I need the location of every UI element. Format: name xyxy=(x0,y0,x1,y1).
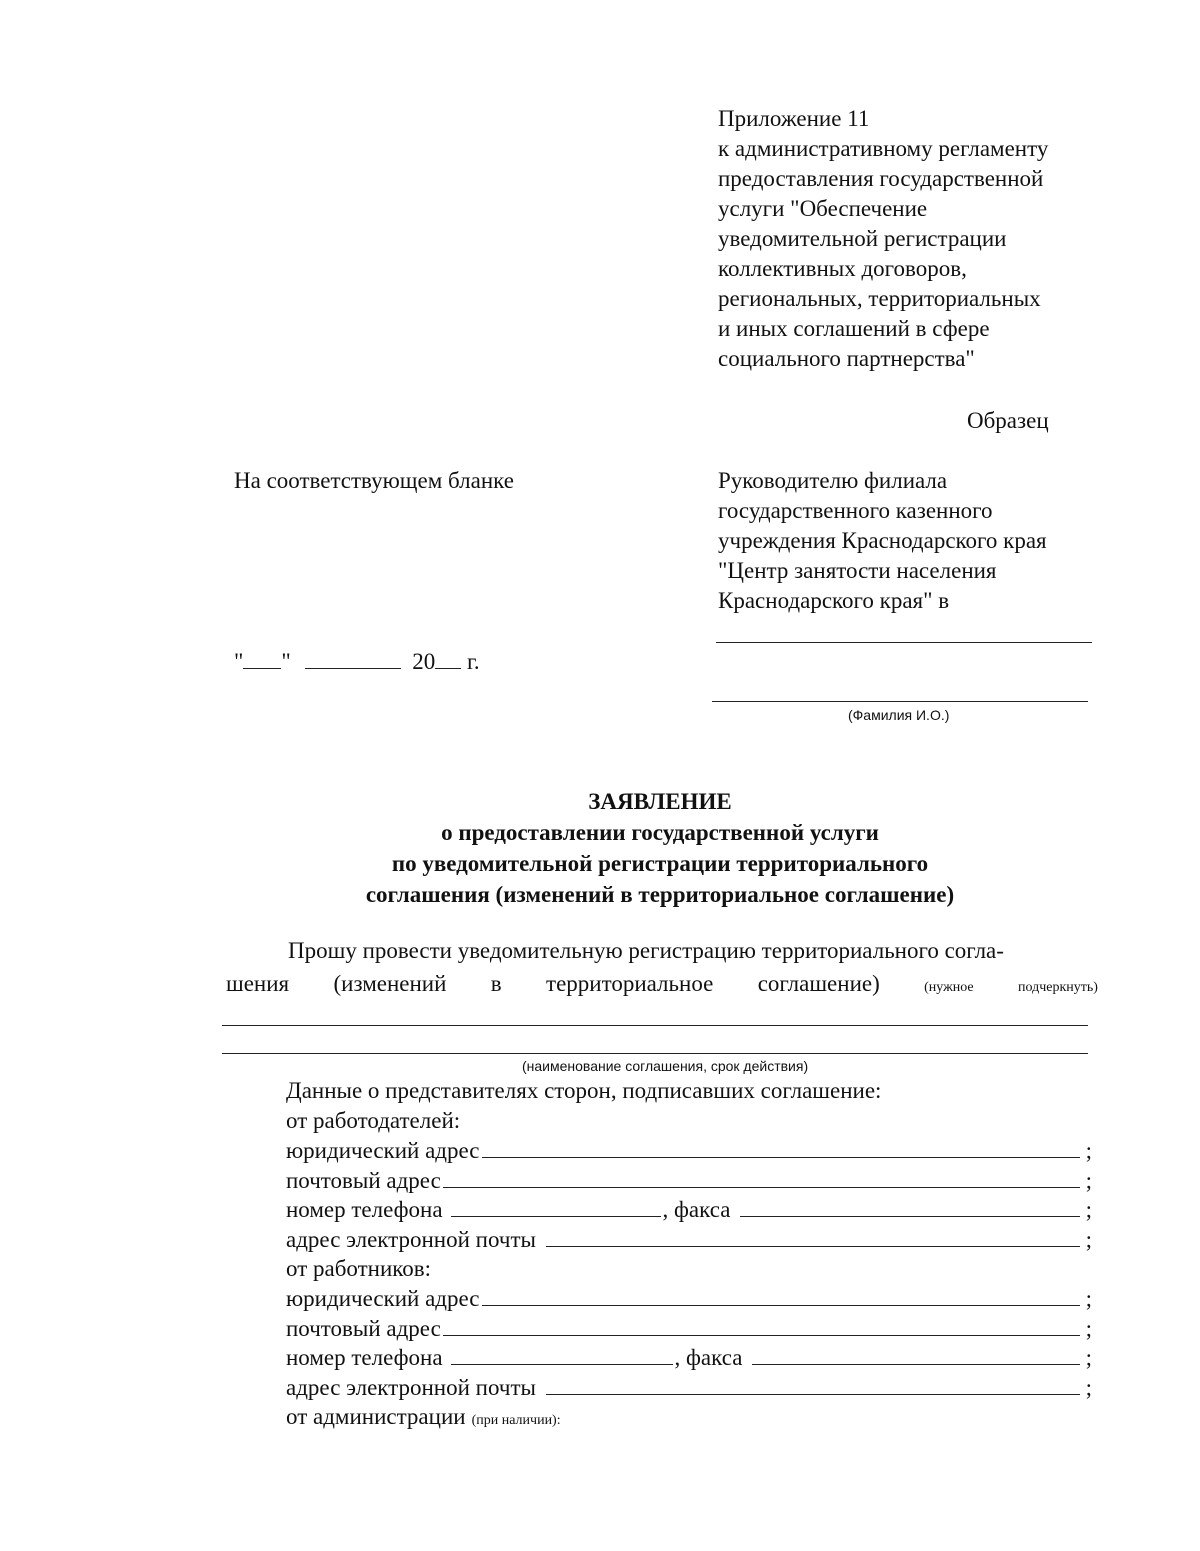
date-month-field[interactable] xyxy=(305,646,401,669)
appendix-block xyxy=(718,104,1158,374)
request-note: (нужное xyxy=(924,980,974,995)
date-row xyxy=(234,646,480,677)
worker-email-row xyxy=(286,1374,1092,1404)
employer-postal-address-field[interactable] xyxy=(443,1167,1080,1188)
blank-note: На соответствующем бланке xyxy=(234,468,514,493)
representatives-section xyxy=(286,1078,1092,1433)
date-quote-open: " xyxy=(234,649,244,674)
request-word: соглашение) xyxy=(757,971,880,996)
field-semicolon: ; xyxy=(1085,1286,1092,1312)
appendix-line: Приложение 11 xyxy=(718,106,870,131)
date-quote-close: " xyxy=(281,649,291,674)
field-label: почтовый адрес xyxy=(286,1167,441,1193)
agreement-term-line[interactable] xyxy=(222,1053,1088,1054)
request-line xyxy=(226,967,1098,1004)
field-label: адрес электронной почты xyxy=(286,1226,536,1252)
sample-label: Образец xyxy=(967,408,1049,433)
addressee-line: "Центр занятости населения xyxy=(718,558,997,583)
field-label: номер телефона xyxy=(286,1345,443,1371)
administration-row xyxy=(286,1404,1092,1434)
field-semicolon: ; xyxy=(1085,1197,1092,1223)
request-word: территориальное xyxy=(546,971,714,996)
employer-email-row xyxy=(286,1226,1092,1256)
date-year-prefix: 20 xyxy=(412,649,436,674)
employer-postal-address-row xyxy=(286,1167,1092,1197)
date-year-suffix: г. xyxy=(467,649,480,674)
document-title xyxy=(0,786,1200,910)
employer-email-field[interactable] xyxy=(546,1226,1080,1247)
agreement-name-line[interactable] xyxy=(222,1025,1088,1026)
appendix-line: услуги "Обеспечение xyxy=(718,196,928,221)
field-label: адрес электронной почты xyxy=(286,1374,536,1400)
title-line: по уведомительной регистрации территориального xyxy=(391,851,929,876)
appendix-line: и иных соглашений в сфере xyxy=(718,316,990,341)
request-line: Прошу провести уведомительную регистрацию территориального согла- xyxy=(288,938,1004,963)
addressee-fio-line[interactable] xyxy=(712,701,1088,702)
worker-legal-address-field[interactable] xyxy=(482,1285,1080,1306)
addressee-line: Руководителю филиала xyxy=(718,468,948,493)
field-semicolon: ; xyxy=(1085,1138,1092,1164)
request-word: (изменений xyxy=(333,971,447,996)
request-note: подчеркнуть) xyxy=(1018,980,1098,995)
title-heading: ЗАЯВЛЕНИЕ xyxy=(588,789,732,814)
administration-note: (при наличии): xyxy=(471,1412,561,1428)
field-semicolon: ; xyxy=(1085,1167,1092,1193)
appendix-line: региональных, территориальных xyxy=(718,286,1041,311)
appendix-line: коллективных договоров, xyxy=(718,256,967,281)
field-label: , факса xyxy=(674,1345,743,1371)
addressee-line: учреждения Краснодарского края xyxy=(718,528,1047,553)
employer-phone-row xyxy=(286,1196,1092,1226)
field-semicolon: ; xyxy=(1085,1374,1092,1400)
field-semicolon: ; xyxy=(1085,1226,1092,1252)
fio-caption: (Фамилия И.О.) xyxy=(848,707,950,723)
addressee-line: государственного казенного xyxy=(718,498,993,523)
field-semicolon: ; xyxy=(1085,1315,1092,1341)
field-semicolon: ; xyxy=(1085,1345,1092,1371)
employer-legal-address-field[interactable] xyxy=(482,1137,1080,1158)
worker-phone-field[interactable] xyxy=(451,1344,673,1365)
title-line: о предоставлении государственной услуги xyxy=(441,820,879,845)
employer-phone-field[interactable] xyxy=(451,1196,661,1217)
worker-postal-address-field[interactable] xyxy=(443,1315,1080,1336)
date-year-field[interactable] xyxy=(435,646,461,669)
worker-legal-address-row xyxy=(286,1285,1092,1315)
worker-phone-row xyxy=(286,1344,1092,1374)
appendix-line: уведомительной регистрации xyxy=(718,226,1007,251)
worker-postal-address-row xyxy=(286,1315,1092,1345)
agreement-caption: (наименование соглашения, срок действия) xyxy=(522,1058,809,1074)
worker-fax-field[interactable] xyxy=(752,1344,1080,1365)
worker-email-field[interactable] xyxy=(546,1374,1080,1395)
employers-heading: от работодателей: xyxy=(286,1107,461,1133)
title-line: соглашения (изменений в территориальное соглашение) xyxy=(365,882,955,907)
employer-fax-field[interactable] xyxy=(740,1196,1080,1217)
appendix-line: предоставления государственной xyxy=(718,166,1044,191)
date-day-field[interactable] xyxy=(243,646,281,669)
request-paragraph xyxy=(226,934,1098,1004)
addressee-block xyxy=(718,466,1158,616)
request-word: в xyxy=(490,971,502,996)
employer-legal-address-row xyxy=(286,1137,1092,1167)
request-word: шения xyxy=(226,971,290,996)
appendix-line: социального партнерства" xyxy=(718,346,975,371)
workers-heading: от работников: xyxy=(286,1255,432,1281)
field-label: юридический адрес xyxy=(286,1138,480,1164)
field-label: почтовый адрес xyxy=(286,1315,441,1341)
appendix-line: к административному регламенту xyxy=(718,136,1049,161)
field-label: , факса xyxy=(662,1197,731,1223)
representatives-intro: Данные о представителях сторон, подписавших соглашение: xyxy=(286,1078,882,1103)
field-label: номер телефона xyxy=(286,1197,443,1223)
field-label: юридический адрес xyxy=(286,1286,480,1312)
addressee-line: Краснодарского края" в xyxy=(718,588,950,613)
administration-heading: от администрации xyxy=(286,1403,466,1429)
addressee-branch-line[interactable] xyxy=(716,642,1092,643)
